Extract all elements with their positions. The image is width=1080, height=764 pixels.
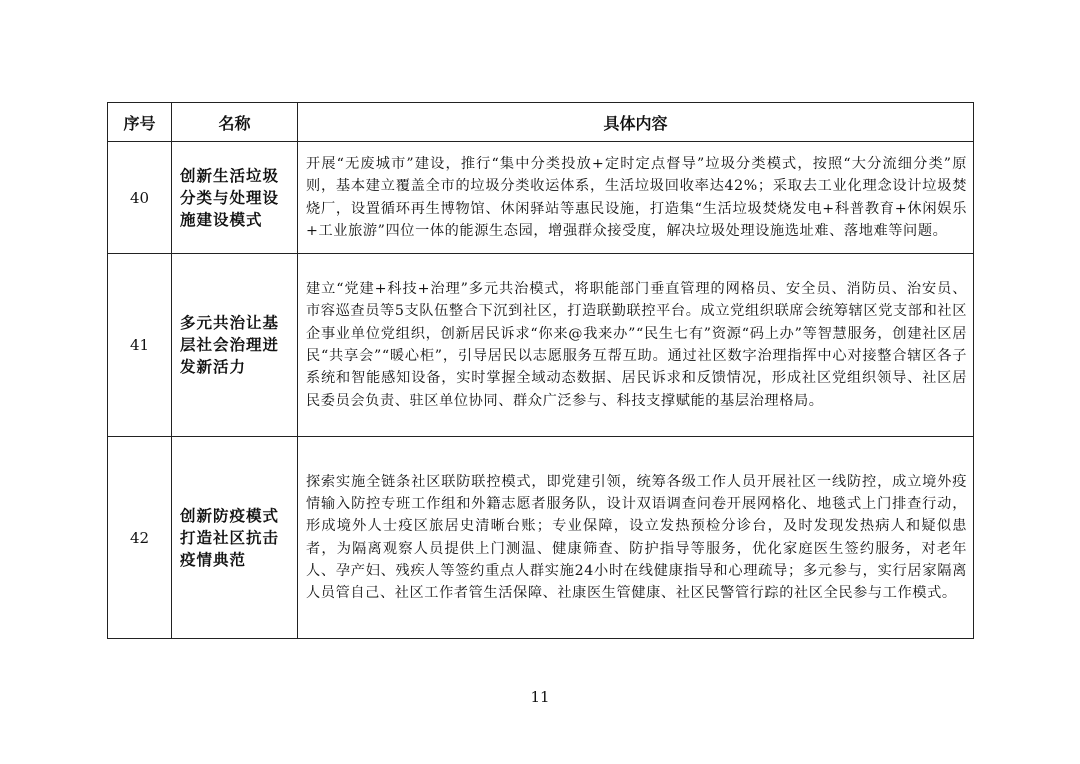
table-row bbox=[108, 254, 974, 437]
table-row bbox=[108, 437, 974, 639]
row-name: 创新防疫模式打造社区抗击疫情典范 bbox=[172, 437, 298, 639]
row-name: 创新生活垃圾分类与处理设施建设模式 bbox=[172, 142, 298, 254]
row-content: 探索实施全链条社区联防联控模式，即党建引领，统筹各级工作人员开展社区一线防控，成立境外疫情输入防控专班工作组和外籍志愿者服务队，设计双语调查问卷开展网格化、地毯式上门排查行动，形成境外人士疫区旅居史清晰台账；专业保障，设立发热预检分诊台，及时发现发热病人和疑似患者，为隔离观察人员提供上门测温、健康筛查、防护指导等服务，优化家庭医生签约服务，对老年人、孕产妇、残疾人等签约重点人群实施24小时在线健康指导和心理疏导；多元参与，实行居家隔离人员管自己、社区工作者管生活保障、社康医生管健康、社区民警管行踪的社区全民参与工作模式。 bbox=[298, 437, 974, 639]
row-name: 多元共治让基层社会治理迸发新活力 bbox=[172, 254, 298, 437]
header-no: 序号 bbox=[108, 103, 172, 142]
header-name: 名称 bbox=[172, 103, 298, 142]
content-table bbox=[107, 102, 974, 639]
row-number: 40 bbox=[108, 142, 172, 254]
row-content: 开展“无废城市”建设，推行“集中分类投放+定时定点督导”垃圾分类模式，按照“大分流细分类”原则，基本建立覆盖全市的垃圾分类收运体系，生活垃圾回收率达42%；采取去工业化理念设计垃圾焚烧厂，设置循环再生博物馆、休闲驿站等惠民设施，打造集“生活垃圾焚烧发电+科普教育+休闲娱乐+工业旅游”四位一体的能源生态园，增强群众接受度，解决垃圾处理设施选址难、落地难等问题。 bbox=[298, 142, 974, 254]
table-row bbox=[108, 142, 974, 254]
row-number: 41 bbox=[108, 254, 172, 437]
page-number: 11 bbox=[530, 688, 550, 706]
table-header-row bbox=[108, 103, 974, 142]
row-content: 建立“党建+科技+治理”多元共治模式，将职能部门垂直管理的网格员、安全员、消防员、治安员、市容巡查员等5支队伍整合下沉到社区，打造联勤联控平台。成立党组织联席会统筹辖区党支部和社区企事业单位党组织，创新居民诉求“你来@我来办”“民生七有”资源“码上办”等智慧服务，创建社区居民“共享会”“暖心柜”，引导居民以志愿服务互帮互助。通过社区数字治理指挥中心对接整合辖区各子系统和智能感知设备，实时掌握全域动态数据、居民诉求和反馈情况，形成社区党组织领导、社区居民委员会负责、驻区单位协同、群众广泛参与、科技支撑赋能的基层治理格局。 bbox=[298, 254, 974, 437]
header-content: 具体内容 bbox=[298, 103, 974, 142]
row-number: 42 bbox=[108, 437, 172, 639]
